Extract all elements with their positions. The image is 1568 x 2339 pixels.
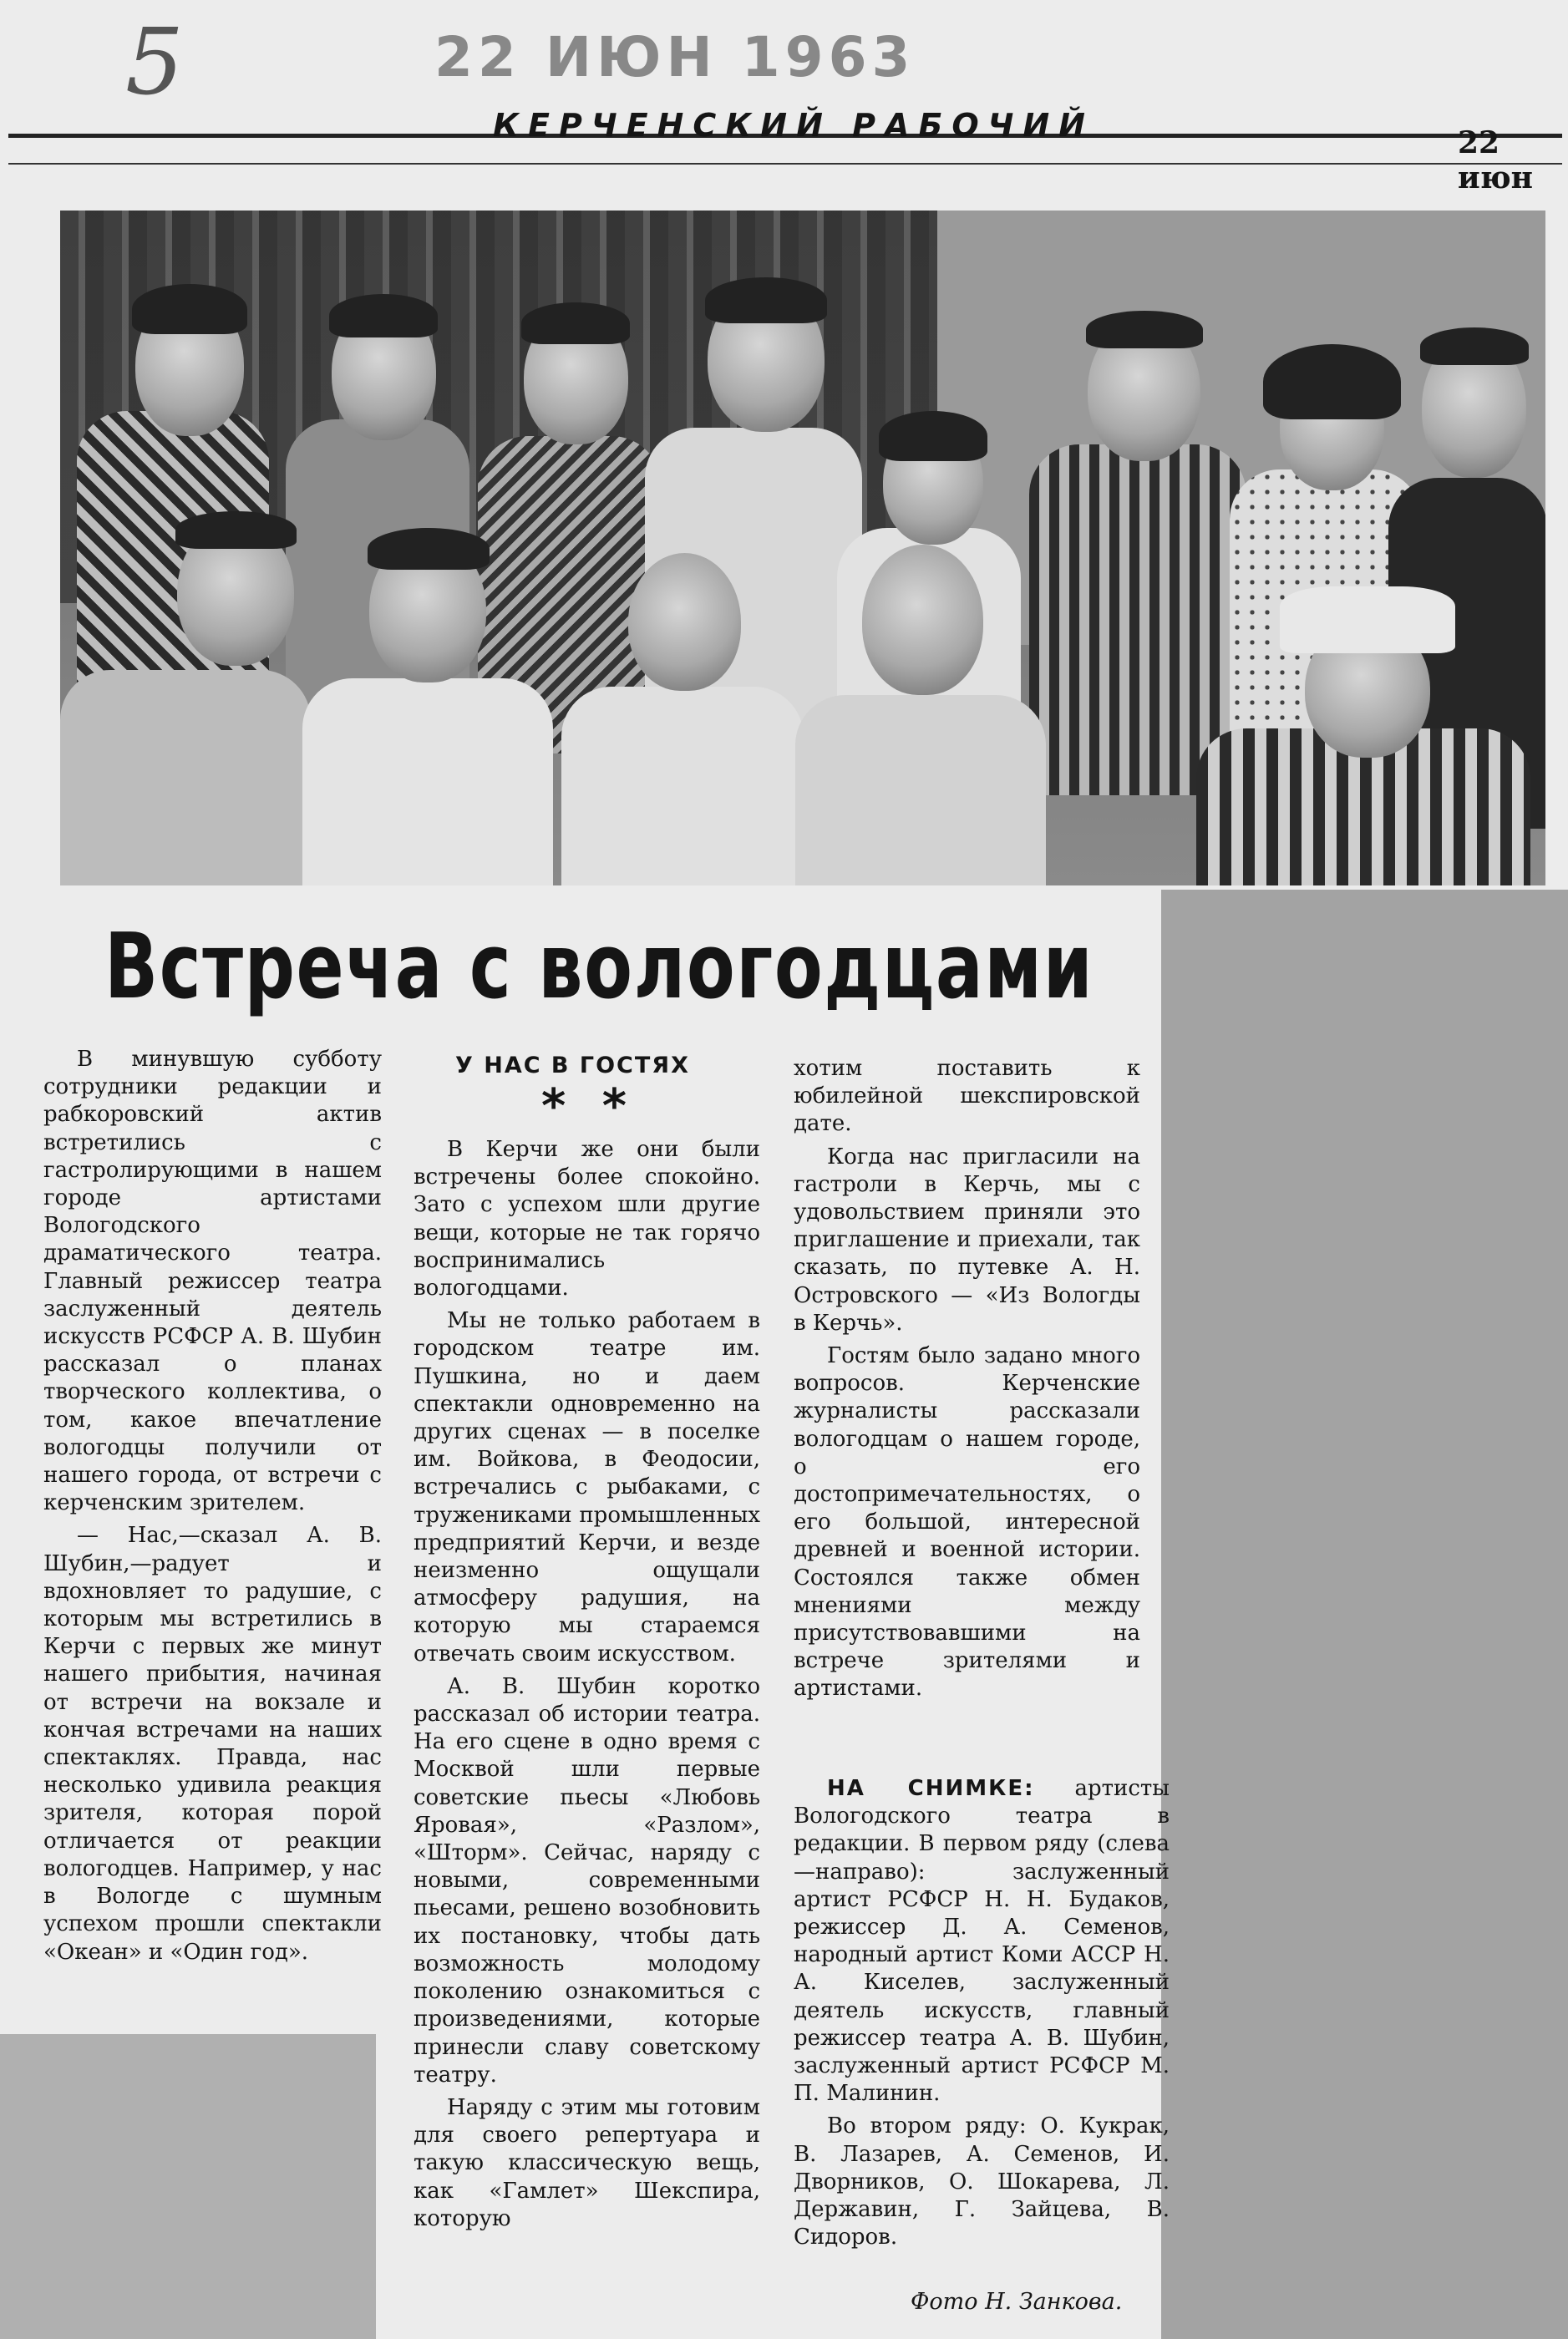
photo-caption (794, 1775, 1170, 2251)
caption-lead: НА СНИМКЕ: (827, 1776, 1035, 1801)
article-headline: Встреча с вологодцами (104, 915, 1094, 1019)
newspaper-date: 22 июн (1458, 125, 1533, 195)
paragraph: Наряду с этим мы готовим для своего репертуара и такую классическую вещь, как «Гамлет» Шекспира, которую (414, 2094, 760, 2231)
paragraph: хотим поставить к юбилейной шекспировской дате. (794, 1056, 1140, 1137)
paragraph: — Нас,—сказал А. В. Шубин,—радует и вдохновляет то радушие, с которым мы встретились в Керчи с первых же минут нашего прибытия, начиная от встречи на вокзале и кончая встречами на наших спектаклях. Правда, нас несколько удивила реакция зрителя, которая порой отличается от реакции вологодцев. Например, у нас в Вологде с шумным успехом прошли спектакли «Океан» и «Один год». (43, 1523, 382, 1965)
paragraph: А. В. Шубин коротко рассказал об истории театра. На его сцене в одно время с Москвой шли первые советские пьесы «Любовь Яровая», «Разлом», «Шторм». Сейчас, наряду с новыми, современными пьесами, решено возобновить их постановку, чтобы дать возможность молодому поколению ознакомиться с произведениями, которые принесли славу советскому театру. (414, 1673, 760, 2088)
paragraph: В минувшую субботу сотрудники редакции и рабкоровский актив встретились с гастролирующими в нашем городе артистами Вологодского драматического театра. Главный режиссер театра заслуженный деятель искусств РСФСР А. В. Шубин рассказал о планах творческого коллектива, о том, какое впечатление вологодцы получили от нашего города, от встречи с керченским зрителем. (43, 1047, 382, 1516)
article-column-1 (43, 1046, 382, 1966)
background-board (1161, 890, 1568, 2339)
caption-first-row (794, 1775, 1170, 2108)
newspaper-name: КЕРЧЕНСКИЙ РАБОЧИЙ (493, 107, 1094, 144)
paragraph: В Керчи же они были встречены более спокойно. Зато с успехом шли другие вещи, которые не так горячо воспринимались вологодцами. (414, 1137, 760, 1301)
group-photo (60, 211, 1545, 885)
article-column-2 (414, 1136, 760, 2233)
paragraph: Гостям было задано много вопросов. Керченские журналисты рассказали вологодцам о нашем городе, о его достопримечательностях, о его большой, интересной древней и военной истории. Состоялся также обмен мнениями между присутствовавшими на встрече зрителями и артистами. (794, 1343, 1140, 1702)
masthead-rule-bottom (8, 163, 1562, 165)
photo-credit: Фото Н. Занкова. (911, 2289, 1123, 2315)
article-rubric: У НАС В ГОСТЯХ (455, 1053, 690, 1078)
date-stamp: 22 ИЮН 1963 (434, 25, 916, 89)
caption-first-row-text: артисты Вологодского театра в редакции. В первом ряду (слева—направо): заслуженный артист РСФСР Н. Н. Будаков, режиссер Д. А. Семенов, народный артист Коми АССР Н. А. Киселев, заслуженный деятель искусств, главный режиссер театра А. В. Шубин, заслуженный артист РСФСР М. П. Малинин. (794, 1776, 1170, 2107)
handwritten-number: 5 (125, 8, 184, 115)
article-column-3 (794, 1055, 1140, 1703)
background-board-left (0, 2034, 376, 2339)
paragraph: Мы не только работаем в городском театре им. Пушкина, но и даем спектакли одновременно на других сценах — в поселке им. Войкова, в Феодосии, встречались с рыбаками, с тружениками промышленных предприятий Керчи, и везде неизменно ощущали атмосферу радушия, на которую мы стараемся отвечать своим искусством. (414, 1308, 760, 1667)
paragraph: Когда нас пригласили на гастроли в Керчь, мы с удовольствием приняли это приглашение и приехали, так сказать, по путевке А. Н. Островского — «Из Вологды в Керчь». (794, 1144, 1140, 1336)
caption-second-row: Во втором ряду: О. Кукрак, В. Лазарев, А. Семенов, И. Дворников, О. Шокарева, Л. Державин, Г. Зайцева, В. Сидоров. (794, 2113, 1170, 2250)
section-separator: * * (541, 1079, 637, 1134)
